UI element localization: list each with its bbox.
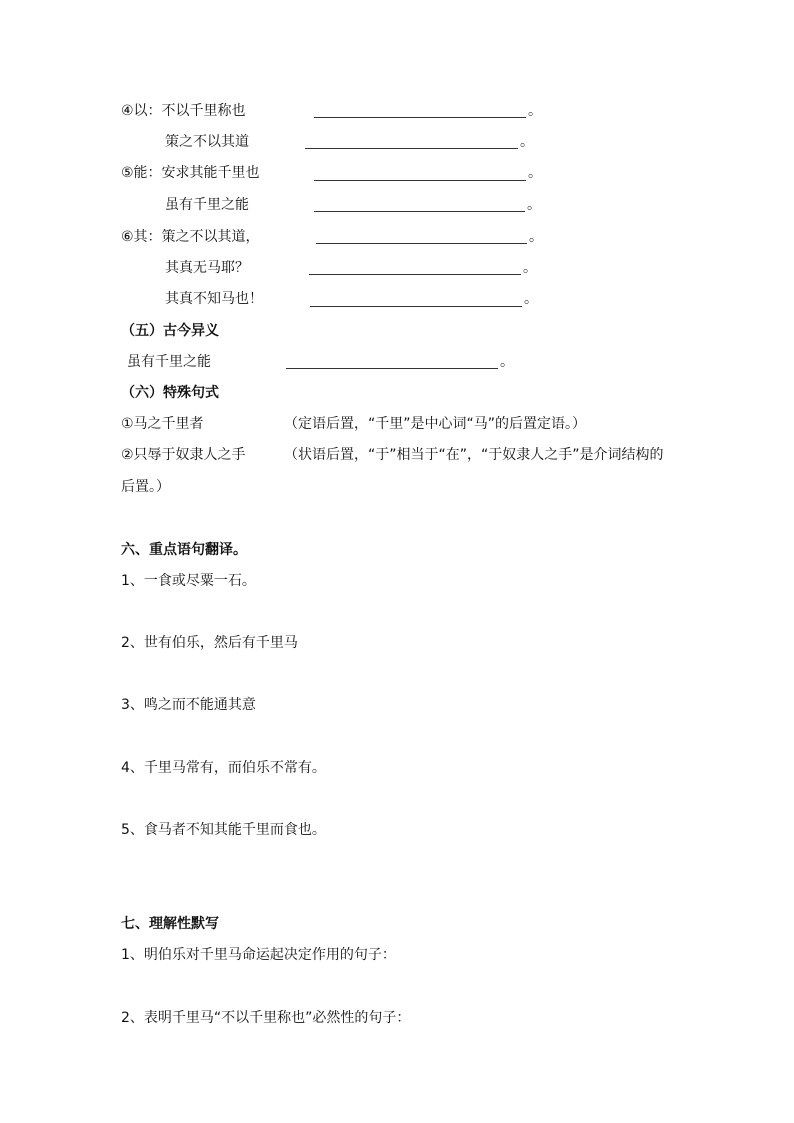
translation-item: 5、食马者不知其能千里而食也。 bbox=[121, 822, 326, 838]
special-item-note: （定语后置，“千里”是中心词“马”的后置定语。） bbox=[284, 416, 587, 432]
vocab-label: ⑥其：策之不以其道， bbox=[121, 229, 260, 245]
section-heading-ancient-modern: （五）古今异义 bbox=[121, 323, 219, 339]
vocab-label: ⑤能：安求其能千里也 bbox=[121, 165, 260, 181]
special-item-note-continued: 后置。） bbox=[121, 479, 170, 495]
answer-blank[interactable] bbox=[316, 229, 527, 244]
answer-blank[interactable] bbox=[314, 197, 525, 212]
section-heading-special-syntax: （六）特殊句式 bbox=[121, 385, 219, 401]
blank-suffix: 。 bbox=[524, 291, 538, 307]
dictation-item: 2、表明千里马“不以千里称也”必然性的句子： bbox=[121, 1010, 411, 1026]
answer-blank[interactable] bbox=[305, 134, 518, 149]
vocab-label: 策之不以其道 bbox=[165, 134, 249, 150]
answer-blank[interactable] bbox=[314, 166, 526, 181]
dictation-item: 1、明伯乐对千里马命运起决定作用的句子： bbox=[121, 947, 396, 963]
translation-item: 2、世有伯乐，然后有千里马 bbox=[121, 635, 298, 651]
section-heading-translation: 六、重点语句翻译。 bbox=[121, 542, 247, 558]
blank-suffix: 。 bbox=[528, 103, 542, 119]
translation-item: 1、一食或尽粟一石。 bbox=[121, 573, 256, 589]
blank-suffix: 。 bbox=[500, 354, 514, 370]
answer-blank[interactable] bbox=[309, 260, 521, 275]
vocab-label: 虽有千里之能 bbox=[127, 354, 211, 370]
blank-suffix: 。 bbox=[529, 229, 543, 245]
answer-blank[interactable] bbox=[286, 354, 498, 369]
translation-item: 3、鸣之而不能通其意 bbox=[121, 697, 256, 713]
section-heading-dictation: 七、理解性默写 bbox=[121, 916, 219, 932]
vocab-label: ④以：不以千里称也 bbox=[121, 103, 246, 119]
special-item-label: ②只辱于奴隶人之手 bbox=[121, 447, 246, 463]
blank-suffix: 。 bbox=[527, 197, 541, 213]
blank-suffix: 。 bbox=[528, 165, 542, 181]
vocab-label: 虽有千里之能 bbox=[165, 197, 249, 213]
vocab-label: 其真不知马也！ bbox=[165, 291, 263, 307]
answer-blank[interactable] bbox=[314, 103, 526, 118]
answer-blank[interactable] bbox=[310, 292, 522, 307]
blank-suffix: 。 bbox=[520, 134, 534, 150]
translation-item: 4、千里马常有，而伯乐不常有。 bbox=[121, 760, 326, 776]
blank-suffix: 。 bbox=[523, 260, 537, 276]
special-item-label: ①马之千里者 bbox=[121, 416, 204, 432]
special-item-note: （状语后置，“于”相当于“在”，“于奴隶人之手”是介词结构的 bbox=[284, 447, 664, 463]
vocab-label: 其真无马耶？ bbox=[165, 260, 249, 276]
